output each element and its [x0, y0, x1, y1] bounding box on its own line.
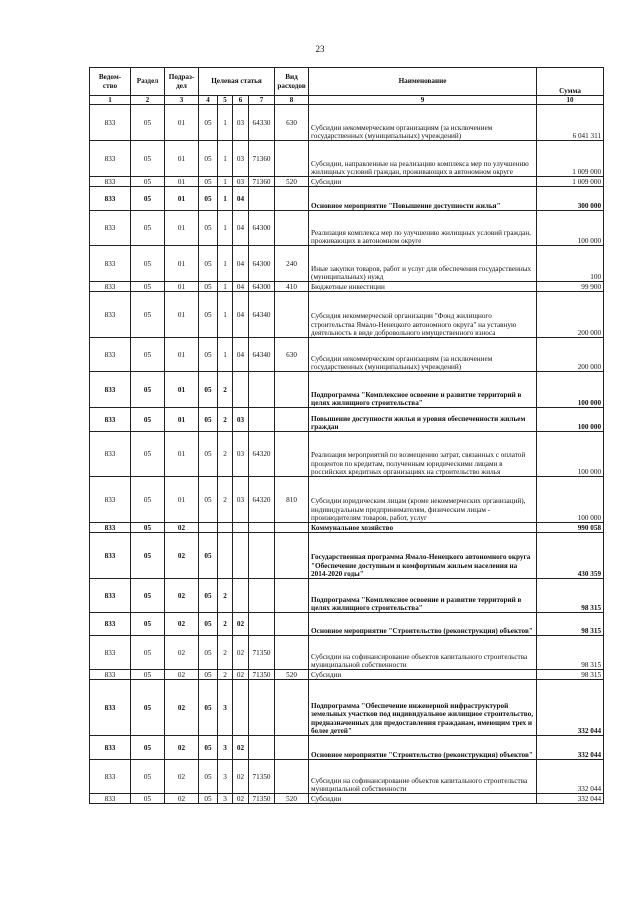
cell-razd: 05 — [131, 177, 165, 187]
cell-podr: 01 — [165, 432, 199, 477]
cell-sum: 98 315 — [537, 636, 604, 670]
table-row — [90, 246, 604, 282]
cell-razd: 05 — [131, 736, 165, 760]
cell-c4: 64300 — [249, 282, 275, 292]
cell-vid — [275, 533, 309, 579]
cell-c1: 05 — [199, 670, 218, 680]
table-row — [90, 794, 604, 804]
cell-c4: 64330 — [249, 105, 275, 141]
cell-c2: 1 — [218, 105, 233, 141]
cell-c1: 05 — [199, 579, 218, 613]
cell-c2: 1 — [218, 282, 233, 292]
cell-c2: 2 — [218, 579, 233, 613]
cell-name: Субсидии на софинансирование объектов капитального строительства муниципальной собственности — [309, 760, 537, 794]
cell-name: Субсидии некоммерческим организациям (за исключением государственных (муниципальных) учреждений) — [309, 338, 537, 372]
cell-vid — [275, 187, 309, 211]
cell-c4 — [249, 372, 275, 408]
cell-podr: 01 — [165, 477, 199, 523]
cell-sum: 300 000 — [537, 187, 604, 211]
cell-podr: 01 — [165, 211, 199, 246]
cell-sum: 98 315 — [537, 670, 604, 680]
cell-c2: 1 — [218, 292, 233, 338]
cell-c3 — [233, 533, 249, 579]
cell-vid: 240 — [275, 246, 309, 282]
cell-vid — [275, 760, 309, 794]
cell-name: Подпрограмма "Комплексное освоение и развитие территорий в целях жилищного строительства" — [309, 372, 537, 408]
cell-razd: 05 — [131, 141, 165, 177]
cell-razd: 05 — [131, 613, 165, 636]
cell-razd: 05 — [131, 187, 165, 211]
cell-sum: 200 000 — [537, 292, 604, 338]
cell-podr: 01 — [165, 105, 199, 141]
cell-c3: 03 — [233, 408, 249, 432]
cell-c3: 04 — [233, 282, 249, 292]
cell-c4: 71360 — [249, 141, 275, 177]
cell-c3: 02 — [233, 760, 249, 794]
cell-sum: 100 000 — [537, 211, 604, 246]
cell-c2: 2 — [218, 477, 233, 523]
cell-c4: 64320 — [249, 432, 275, 477]
cell-razd: 05 — [131, 636, 165, 670]
cell-c3: 03 — [233, 177, 249, 187]
cell-sum: 100 — [537, 246, 604, 282]
cell-podr: 02 — [165, 670, 199, 680]
cell-c1: 05 — [199, 533, 218, 579]
table-row — [90, 292, 604, 338]
cell-sum: 200 000 — [537, 338, 604, 372]
cell-c4 — [249, 408, 275, 432]
cell-c3 — [233, 680, 249, 736]
cell-c4: 71350 — [249, 760, 275, 794]
cell-c3: 04 — [233, 246, 249, 282]
header-name: Наименование — [309, 68, 537, 96]
cell-c3: 02 — [233, 613, 249, 636]
cell-c3: 04 — [233, 292, 249, 338]
cell-razd: 05 — [131, 105, 165, 141]
cell-podr: 02 — [165, 613, 199, 636]
cell-c1: 05 — [199, 794, 218, 804]
cell-vid — [275, 408, 309, 432]
cell-name: Субсидии — [309, 670, 537, 680]
table-row — [90, 211, 604, 246]
cell-c1: 05 — [199, 246, 218, 282]
cell-ved: 833 — [90, 680, 131, 736]
cell-sum: 6 041 311 — [537, 105, 604, 141]
table-row — [90, 477, 604, 523]
cell-c2: 2 — [218, 613, 233, 636]
cell-vid — [275, 432, 309, 477]
cell-podr: 02 — [165, 760, 199, 794]
cell-name: Субсидия некоммерческой организации "Фонд жилищного строительства Ямало-Ненецкого автономного округа" на уставную деятельность в виде добровольного имущественного взноса — [309, 292, 537, 338]
cell-vid: 630 — [275, 338, 309, 372]
cell-podr: 01 — [165, 338, 199, 372]
cell-c1: 05 — [199, 282, 218, 292]
cell-name: Основное мероприятие "Строительство (реконструкция) объектов" — [309, 613, 537, 636]
cell-c1: 05 — [199, 636, 218, 670]
cell-c1 — [199, 523, 218, 533]
cell-ved: 833 — [90, 579, 131, 613]
cell-podr: 02 — [165, 523, 199, 533]
cell-c1: 05 — [199, 105, 218, 141]
cell-c2: 3 — [218, 736, 233, 760]
cell-c2: 1 — [218, 338, 233, 372]
cell-c3 — [233, 372, 249, 408]
cell-c3: 02 — [233, 794, 249, 804]
cell-c4 — [249, 736, 275, 760]
cell-name: Реализация комплекса мер по улучшению жилищных условий граждан, проживающих в автономном округе — [309, 211, 537, 246]
cell-name: Субсидии, направленные на реализацию комплекса мер по улучшению жилищных условий граждан, проживающих в автономном округе — [309, 141, 537, 177]
cell-ved: 833 — [90, 636, 131, 670]
cell-vid: 630 — [275, 105, 309, 141]
cell-c3: 02 — [233, 636, 249, 670]
table-row — [90, 613, 604, 636]
cell-c4: 64300 — [249, 246, 275, 282]
cell-sum: 100 000 — [537, 408, 604, 432]
cell-c2: 2 — [218, 670, 233, 680]
col-num: 5 — [218, 96, 233, 105]
col-num: 4 — [199, 96, 218, 105]
table-row — [90, 177, 604, 187]
cell-podr: 02 — [165, 533, 199, 579]
table-row — [90, 338, 604, 372]
cell-razd: 05 — [131, 432, 165, 477]
cell-razd: 05 — [131, 680, 165, 736]
cell-c2: 1 — [218, 141, 233, 177]
cell-c4: 71360 — [249, 177, 275, 187]
cell-vid — [275, 292, 309, 338]
cell-c4: 64340 — [249, 292, 275, 338]
cell-razd: 05 — [131, 533, 165, 579]
cell-vid — [275, 523, 309, 533]
cell-podr: 01 — [165, 141, 199, 177]
cell-c2: 2 — [218, 432, 233, 477]
cell-c2: 2 — [218, 408, 233, 432]
cell-c2: 1 — [218, 246, 233, 282]
cell-c3: 03 — [233, 477, 249, 523]
cell-razd: 05 — [131, 408, 165, 432]
cell-name: Бюджетные инвестиции — [309, 282, 537, 292]
cell-c4 — [249, 613, 275, 636]
cell-c2: 1 — [218, 177, 233, 187]
cell-ved: 833 — [90, 372, 131, 408]
cell-razd: 05 — [131, 760, 165, 794]
cell-c1: 05 — [199, 408, 218, 432]
table-row — [90, 523, 604, 533]
cell-vid: 410 — [275, 282, 309, 292]
col-num: 7 — [249, 96, 275, 105]
cell-c2: 1 — [218, 187, 233, 211]
cell-c2: 3 — [218, 680, 233, 736]
cell-vid: 520 — [275, 670, 309, 680]
cell-ved: 833 — [90, 187, 131, 211]
cell-vid — [275, 372, 309, 408]
cell-ved: 833 — [90, 533, 131, 579]
cell-c3: 02 — [233, 736, 249, 760]
cell-sum: 332 044 — [537, 760, 604, 794]
cell-sum: 332 044 — [537, 680, 604, 736]
cell-sum: 100 000 — [537, 477, 604, 523]
cell-sum: 100 000 — [537, 372, 604, 408]
cell-name: Государственная программа Ямало-Ненецкого автономного округа "Обеспечение доступным и комфортным жильем населения на 2014-2020 годы" — [309, 533, 537, 579]
cell-vid: 520 — [275, 794, 309, 804]
table-row — [90, 105, 604, 141]
cell-c4: 71350 — [249, 670, 275, 680]
cell-c4: 64320 — [249, 477, 275, 523]
cell-ved: 833 — [90, 477, 131, 523]
cell-ved: 833 — [90, 282, 131, 292]
table-row — [90, 670, 604, 680]
cell-podr: 01 — [165, 408, 199, 432]
cell-razd: 05 — [131, 282, 165, 292]
cell-c2: 2 — [218, 636, 233, 670]
cell-ved: 833 — [90, 105, 131, 141]
cell-podr: 01 — [165, 246, 199, 282]
cell-c1: 05 — [199, 760, 218, 794]
table-row — [90, 432, 604, 477]
table-row — [90, 533, 604, 579]
header-row — [90, 68, 604, 96]
cell-podr: 01 — [165, 292, 199, 338]
cell-razd: 05 — [131, 338, 165, 372]
table-row — [90, 187, 604, 211]
cell-ved: 833 — [90, 177, 131, 187]
cell-c1: 05 — [199, 372, 218, 408]
cell-ved: 833 — [90, 736, 131, 760]
cell-vid — [275, 680, 309, 736]
cell-c3 — [233, 523, 249, 533]
cell-ved: 833 — [90, 432, 131, 477]
cell-razd: 05 — [131, 477, 165, 523]
cell-sum: 332 044 — [537, 794, 604, 804]
cell-name: Субсидии — [309, 794, 537, 804]
cell-razd: 05 — [131, 579, 165, 613]
cell-ved: 833 — [90, 760, 131, 794]
cell-ved: 833 — [90, 794, 131, 804]
cell-razd: 05 — [131, 794, 165, 804]
cell-name: Иные закупки товаров, работ и услуг для обеспечения государственных (муниципальных) нужд — [309, 246, 537, 282]
budget-table — [89, 67, 604, 804]
cell-c2: 2 — [218, 372, 233, 408]
page-number: 23 — [315, 44, 325, 54]
cell-c4 — [249, 523, 275, 533]
table-row — [90, 579, 604, 613]
cell-c2: 3 — [218, 760, 233, 794]
cell-c2: 1 — [218, 211, 233, 246]
cell-name: Подпрограмма "Комплексное освоение и развитие территорий в целях жилищного строительства" — [309, 579, 537, 613]
cell-c3: 04 — [233, 338, 249, 372]
cell-podr: 02 — [165, 579, 199, 613]
cell-c4 — [249, 533, 275, 579]
cell-vid — [275, 141, 309, 177]
cell-c3: 04 — [233, 187, 249, 211]
cell-c4 — [249, 579, 275, 613]
cell-c2 — [218, 533, 233, 579]
cell-podr: 01 — [165, 282, 199, 292]
col-num: 6 — [233, 96, 249, 105]
header-razdel: Раздел — [131, 68, 165, 96]
cell-podr: 02 — [165, 794, 199, 804]
header-podrazdel: Подраз-дел — [165, 68, 199, 96]
cell-sum: 332 044 — [537, 736, 604, 760]
column-number-row — [90, 96, 604, 105]
cell-razd: 05 — [131, 372, 165, 408]
cell-ved: 833 — [90, 292, 131, 338]
col-num: 1 — [90, 96, 131, 105]
table-row — [90, 282, 604, 292]
cell-c1: 05 — [199, 338, 218, 372]
cell-podr: 01 — [165, 372, 199, 408]
cell-c1: 05 — [199, 613, 218, 636]
cell-name: Субсидии — [309, 177, 537, 187]
cell-ved: 833 — [90, 211, 131, 246]
cell-c4 — [249, 680, 275, 736]
cell-name: Субсидии некоммерческим организациям (за исключением государственных (муниципальных) учреждений) — [309, 105, 537, 141]
table-body — [90, 105, 604, 804]
cell-razd: 05 — [131, 211, 165, 246]
table-row — [90, 760, 604, 794]
cell-c3 — [233, 579, 249, 613]
cell-vid: 810 — [275, 477, 309, 523]
cell-c1: 05 — [199, 736, 218, 760]
cell-ved: 833 — [90, 338, 131, 372]
cell-sum: 430 359 — [537, 533, 604, 579]
cell-podr: 02 — [165, 680, 199, 736]
cell-c3: 03 — [233, 141, 249, 177]
cell-vid — [275, 736, 309, 760]
cell-c1: 05 — [199, 432, 218, 477]
cell-name: Коммунальное хозяйство — [309, 523, 537, 533]
table-row — [90, 372, 604, 408]
cell-razd: 05 — [131, 670, 165, 680]
header-vedomstvo: Ведом-ство — [90, 68, 131, 96]
cell-vid — [275, 579, 309, 613]
cell-ved: 833 — [90, 141, 131, 177]
cell-vid — [275, 613, 309, 636]
cell-sum: 98 315 — [537, 613, 604, 636]
cell-c1: 05 — [199, 211, 218, 246]
cell-c2 — [218, 523, 233, 533]
cell-name: Основное мероприятие "Повышение доступности жилья" — [309, 187, 537, 211]
cell-name: Основное мероприятие "Строительство (реконструкция) объектов" — [309, 736, 537, 760]
cell-razd: 05 — [131, 292, 165, 338]
cell-razd: 05 — [131, 523, 165, 533]
cell-c3: 02 — [233, 670, 249, 680]
cell-c1: 05 — [199, 292, 218, 338]
cell-c2: 3 — [218, 794, 233, 804]
cell-name: Субсидии юридическим лицам (кроме некоммерческих организаций), индивидуальным предпринимателям, физическим лицам - производителям товаров, работ, услуг — [309, 477, 537, 523]
table-row — [90, 141, 604, 177]
cell-c4: 71350 — [249, 794, 275, 804]
cell-ved: 833 — [90, 523, 131, 533]
cell-name: Подпрограмма "Обеспечение инженерной инфраструктурой земельных участков под индивидуальное жилищное строительство, предназначенных для предоставления гражданам, имеющим трех и более детей" — [309, 680, 537, 736]
cell-c4: 71350 — [249, 636, 275, 670]
cell-sum: 1 009 000 — [537, 177, 604, 187]
cell-ved: 833 — [90, 613, 131, 636]
cell-c1: 05 — [199, 477, 218, 523]
col-num: 10 — [537, 96, 604, 105]
cell-name: Субсидии на софинансирование объектов капитального строительства муниципальной собственности — [309, 636, 537, 670]
table-row — [90, 736, 604, 760]
cell-podr: 01 — [165, 177, 199, 187]
cell-c4 — [249, 187, 275, 211]
cell-ved: 833 — [90, 408, 131, 432]
cell-vid — [275, 211, 309, 246]
cell-ved: 833 — [90, 670, 131, 680]
cell-c3: 03 — [233, 105, 249, 141]
cell-podr: 02 — [165, 736, 199, 760]
header-sum: Сумма — [537, 68, 604, 96]
col-num: 9 — [309, 96, 537, 105]
cell-sum: 1 009 000 — [537, 141, 604, 177]
cell-c4: 64340 — [249, 338, 275, 372]
table-row — [90, 408, 604, 432]
col-num: 3 — [165, 96, 199, 105]
col-num: 2 — [131, 96, 165, 105]
cell-c1: 05 — [199, 187, 218, 211]
cell-podr: 02 — [165, 636, 199, 670]
header-vid: Вид расходов — [275, 68, 309, 96]
table-row — [90, 636, 604, 670]
cell-c3: 03 — [233, 432, 249, 477]
cell-c3: 04 — [233, 211, 249, 246]
cell-ved: 833 — [90, 246, 131, 282]
cell-podr: 01 — [165, 187, 199, 211]
table-row — [90, 680, 604, 736]
cell-razd: 05 — [131, 246, 165, 282]
cell-c1: 05 — [199, 177, 218, 187]
cell-name: Повышение доступности жилья и уровня обеспеченности жильем граждан — [309, 408, 537, 432]
cell-sum: 100 000 — [537, 432, 604, 477]
cell-c1: 05 — [199, 680, 218, 736]
cell-vid: 520 — [275, 177, 309, 187]
cell-sum: 98 315 — [537, 579, 604, 613]
cell-c4: 64300 — [249, 211, 275, 246]
cell-vid — [275, 636, 309, 670]
cell-name: Реализация мероприятий по возмещению затрат, связанных с оплатой процентов по кредитам, полученным юридическими лицами в российских кредитных организациях на строительство жилья — [309, 432, 537, 477]
header-target: Целевая статья — [199, 68, 275, 96]
cell-sum: 99 900 — [537, 282, 604, 292]
cell-c1: 05 — [199, 141, 218, 177]
cell-sum: 990 058 — [537, 523, 604, 533]
col-num: 8 — [275, 96, 309, 105]
